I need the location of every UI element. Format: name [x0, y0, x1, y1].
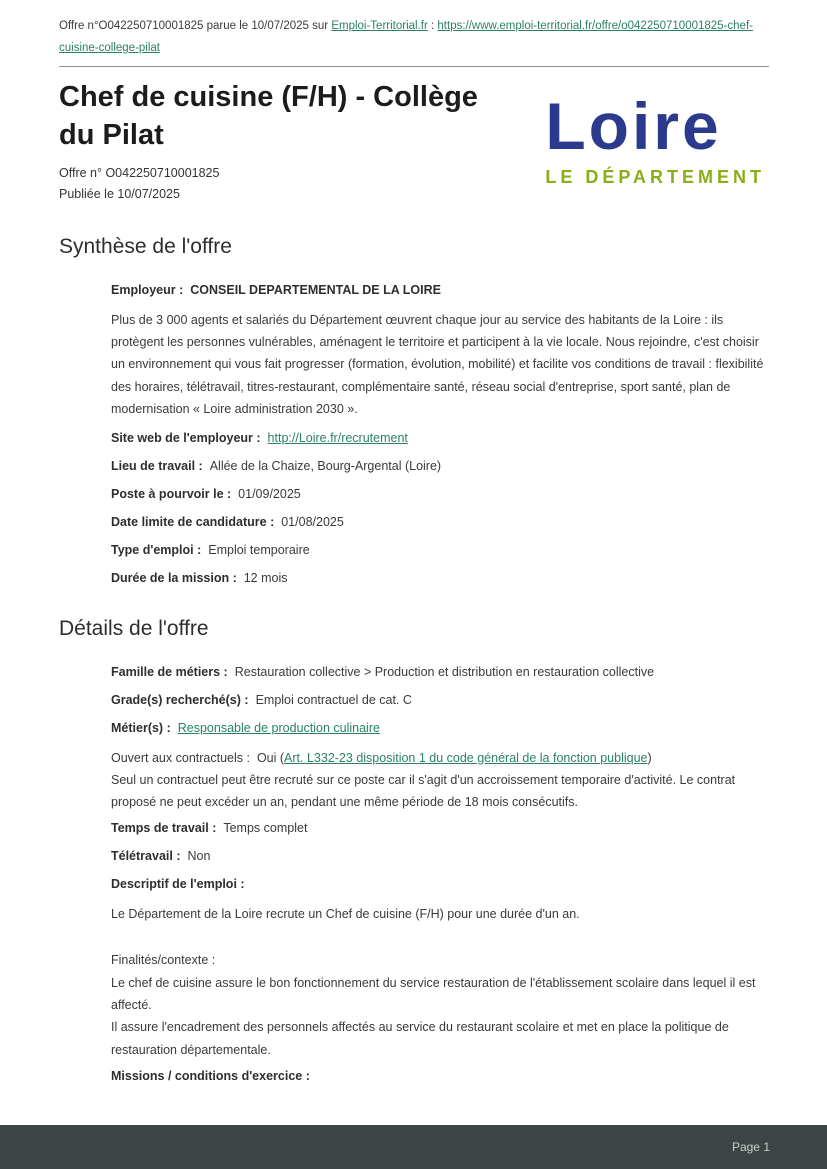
- field-label: Famille de métiers :: [111, 664, 228, 679]
- field-value: Emploi temporaire: [208, 542, 310, 557]
- finalites-title: Finalités/contexte :: [111, 953, 216, 968]
- loire-logo: [545, 88, 769, 188]
- field-value: CONSEIL DEPARTEMENTAL DE LA LOIRE: [190, 282, 441, 297]
- source-note-separator: :: [427, 20, 438, 32]
- header: [59, 79, 769, 205]
- field-site-web: [111, 429, 769, 447]
- field-value: Emploi contractuel de cat. C: [255, 692, 412, 707]
- logo-wordmark: Loire: [545, 88, 722, 163]
- legal-article-link[interactable]: Art. L332-23 disposition 1 du code général de la fonction publique: [284, 750, 648, 765]
- offer-url-link[interactable]: https://www.emploi-territorial.fr/offre/o042250710001825-chef-cuisine-college-pilat: [59, 20, 753, 54]
- field-value: Allée de la Chaize, Bourg-Argental (Loire): [209, 458, 442, 473]
- field-value-suffix: ): [647, 750, 652, 765]
- synthese-section: [59, 281, 769, 587]
- field-lieu-travail: [111, 457, 769, 475]
- field-value: Non: [187, 848, 211, 863]
- employer-description: Plus de 3 000 agents et salariés du Département œuvrent chaque jour au service des habitants de la Loire : ils protègent les personnes vulnérables, aménagent le territoire et participent à la vie locale. Nous rejoindre, c'est choisir un environnement qui vous fait progresser (formation, évolution, mobilité) et facilite vos conditions de travail : flexibilité des horaires, télétravail, titres-restaurant, complémentaire santé, réseau social d'entreprise, sport santé, plan de modernisation « Loire administration 2030 ».: [111, 312, 764, 417]
- field-grades: [111, 691, 769, 709]
- published-date: Publiée le 10/07/2025: [59, 186, 180, 201]
- field-ouvert-contractuels: [111, 747, 769, 813]
- field-label: Temps de travail :: [111, 820, 217, 835]
- source-note: [59, 16, 769, 60]
- field-label: Site web de l'employeur :: [111, 430, 261, 445]
- field-label: Descriptif de l'emploi :: [111, 876, 245, 891]
- site-link[interactable]: Emploi-Territorial.fr: [331, 20, 428, 32]
- finalites-paragraph-2: Il assure l'encadrement des personnels affectés au service du restaurant scolaire et met en place la politique de restauration départementale.: [111, 1020, 729, 1057]
- finalites-block: [111, 949, 769, 1061]
- page-title: Chef de cuisine (F/H) - Collège du Pilat: [59, 80, 478, 151]
- field-label: Durée de la mission :: [111, 570, 237, 585]
- finalites-paragraph-1: Le chef de cuisine assure le bon fonctionnement du service restauration de l'établissement scolaire dans lequel il est affecté.: [111, 975, 756, 1012]
- field-label: Métier(s) :: [111, 720, 171, 735]
- field-date-limite: [111, 513, 769, 531]
- contractuels-note: Seul un contractuel peut être recruté sur ce poste car il s'agit d'un accroissement temporaire d'activité. Le contrat proposé ne peut excéder un an, pendant une même période de 18 mois consécutifs.: [111, 772, 736, 809]
- field-label: Missions / conditions d'exercice :: [111, 1069, 310, 1084]
- field-value-prefix: Oui (: [256, 750, 285, 765]
- field-metiers: [111, 719, 769, 737]
- field-duree-mission: [111, 569, 769, 587]
- field-label: Ouvert aux contractuels :: [111, 750, 250, 765]
- section-heading-details: Détails de l'offre: [59, 616, 209, 640]
- details-section: [59, 663, 769, 1085]
- field-label: Lieu de travail :: [111, 458, 203, 473]
- field-label: Type d'emploi :: [111, 542, 202, 557]
- section-heading-synthese: Synthèse de l'offre: [59, 234, 232, 258]
- offer-number: Offre n° O042250710001825: [59, 165, 220, 180]
- field-famille-metiers: [111, 663, 769, 681]
- field-label: Employeur :: [111, 282, 184, 297]
- descriptif-intro: Le Département de la Loire recrute un Chef de cuisine (F/H) pour une durée d'un an.: [111, 906, 580, 921]
- field-label: Télétravail :: [111, 848, 181, 863]
- field-type-emploi: [111, 541, 769, 559]
- page-number: Page 1: [731, 1140, 770, 1154]
- header-divider: [59, 66, 769, 67]
- field-label: Date limite de candidature :: [111, 514, 275, 529]
- field-label: Poste à pourvoir le :: [111, 486, 232, 501]
- page-footer: [0, 1125, 827, 1169]
- field-value: 12 mois: [243, 570, 288, 585]
- field-value: 01/08/2025: [281, 514, 344, 529]
- field-poste-a-pourvoir: [111, 485, 769, 503]
- metier-link[interactable]: Responsable de production culinaire: [177, 720, 380, 735]
- header-left: [59, 79, 489, 205]
- source-note-prefix: Offre n°O042250710001825 parue le 10/07/2025 sur: [59, 20, 329, 32]
- field-descriptif-label: [111, 875, 769, 893]
- field-teletravail: [111, 847, 769, 865]
- field-missions-label: [111, 1067, 769, 1085]
- field-value: Temps complet: [223, 820, 308, 835]
- logo-subtitle: LE DÉPARTEMENT: [545, 166, 765, 187]
- field-employeur: [111, 281, 769, 299]
- field-value: Restauration collective > Production et distribution en restauration collective: [234, 664, 655, 679]
- employer-website-link[interactable]: http://Loire.fr/recrutement: [267, 430, 408, 445]
- field-temps-travail: [111, 819, 769, 837]
- field-value: 01/09/2025: [238, 486, 301, 501]
- field-label: Grade(s) recherché(s) :: [111, 692, 249, 707]
